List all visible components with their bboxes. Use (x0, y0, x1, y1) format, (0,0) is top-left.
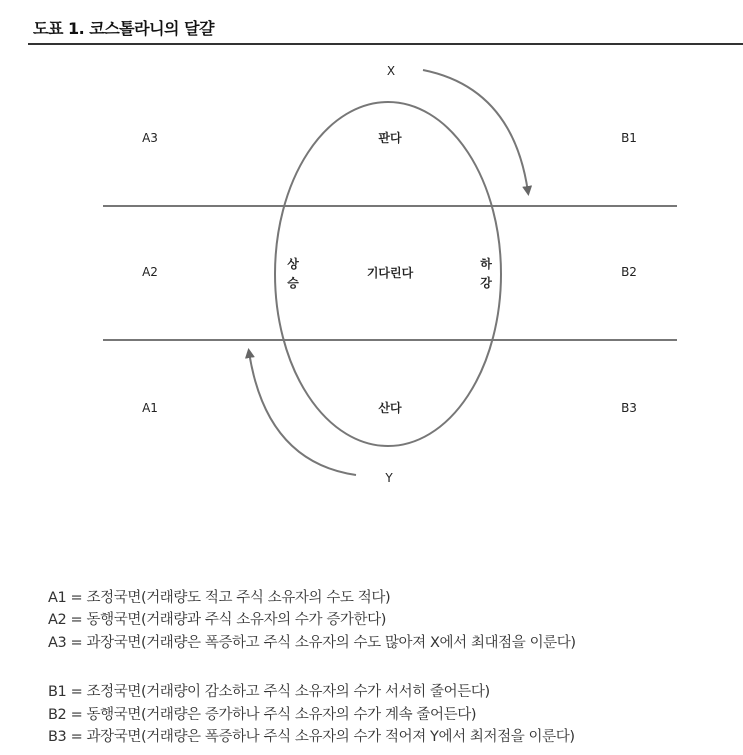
fall-char-1: 하 (480, 257, 492, 271)
zone-b1: B1 (621, 131, 637, 145)
legend-b3: B3 = 과장국면(거래량은 폭증하나 주식 소유자의 수가 적어져 Y에서 최저점을 이룬다) (48, 729, 575, 745)
action-buy: 산다 (378, 401, 402, 415)
action-wait: 기다린다 (366, 266, 414, 280)
zone-b2: B2 (621, 265, 637, 279)
legend-a3: A3 = 과장국면(거래량은 폭증하고 주식 소유자의 수도 많아져 X에서 최대점을 이룬다) (48, 635, 576, 651)
arrow-y-to-a1 (249, 352, 356, 475)
zone-a3: A3 (142, 131, 158, 145)
legend-b1: B1 = 조정국면(거래량이 감소하고 주식 소유자의 수가 서서히 줄어든다) (48, 684, 490, 700)
rise-char-2: 승 (287, 276, 299, 290)
rise-char-1: 상 (287, 257, 299, 271)
label-x: X (386, 64, 396, 78)
zone-a1: A1 (142, 401, 158, 415)
page-title: 도표 1. 코스톨라니의 달걀 (33, 19, 214, 38)
action-sell: 판다 (378, 131, 402, 145)
arrow-x-to-b1 (423, 70, 528, 192)
legend-a1: A1 = 조정국면(거래량도 적고 주식 소유자의 수도 적다) (48, 590, 391, 606)
zone-b3: B3 (621, 401, 637, 415)
zone-a2: A2 (142, 265, 158, 279)
fall-char-2: 강 (480, 276, 492, 290)
label-y: Y (385, 471, 393, 485)
legend-b2: B2 = 동행국면(거래량은 증가하나 주식 소유자의 수가 계속 줄어든다) (48, 707, 477, 723)
legend-a2: A2 = 동행국면(거래량과 주식 소유자의 수가 증가한다) (48, 612, 387, 628)
